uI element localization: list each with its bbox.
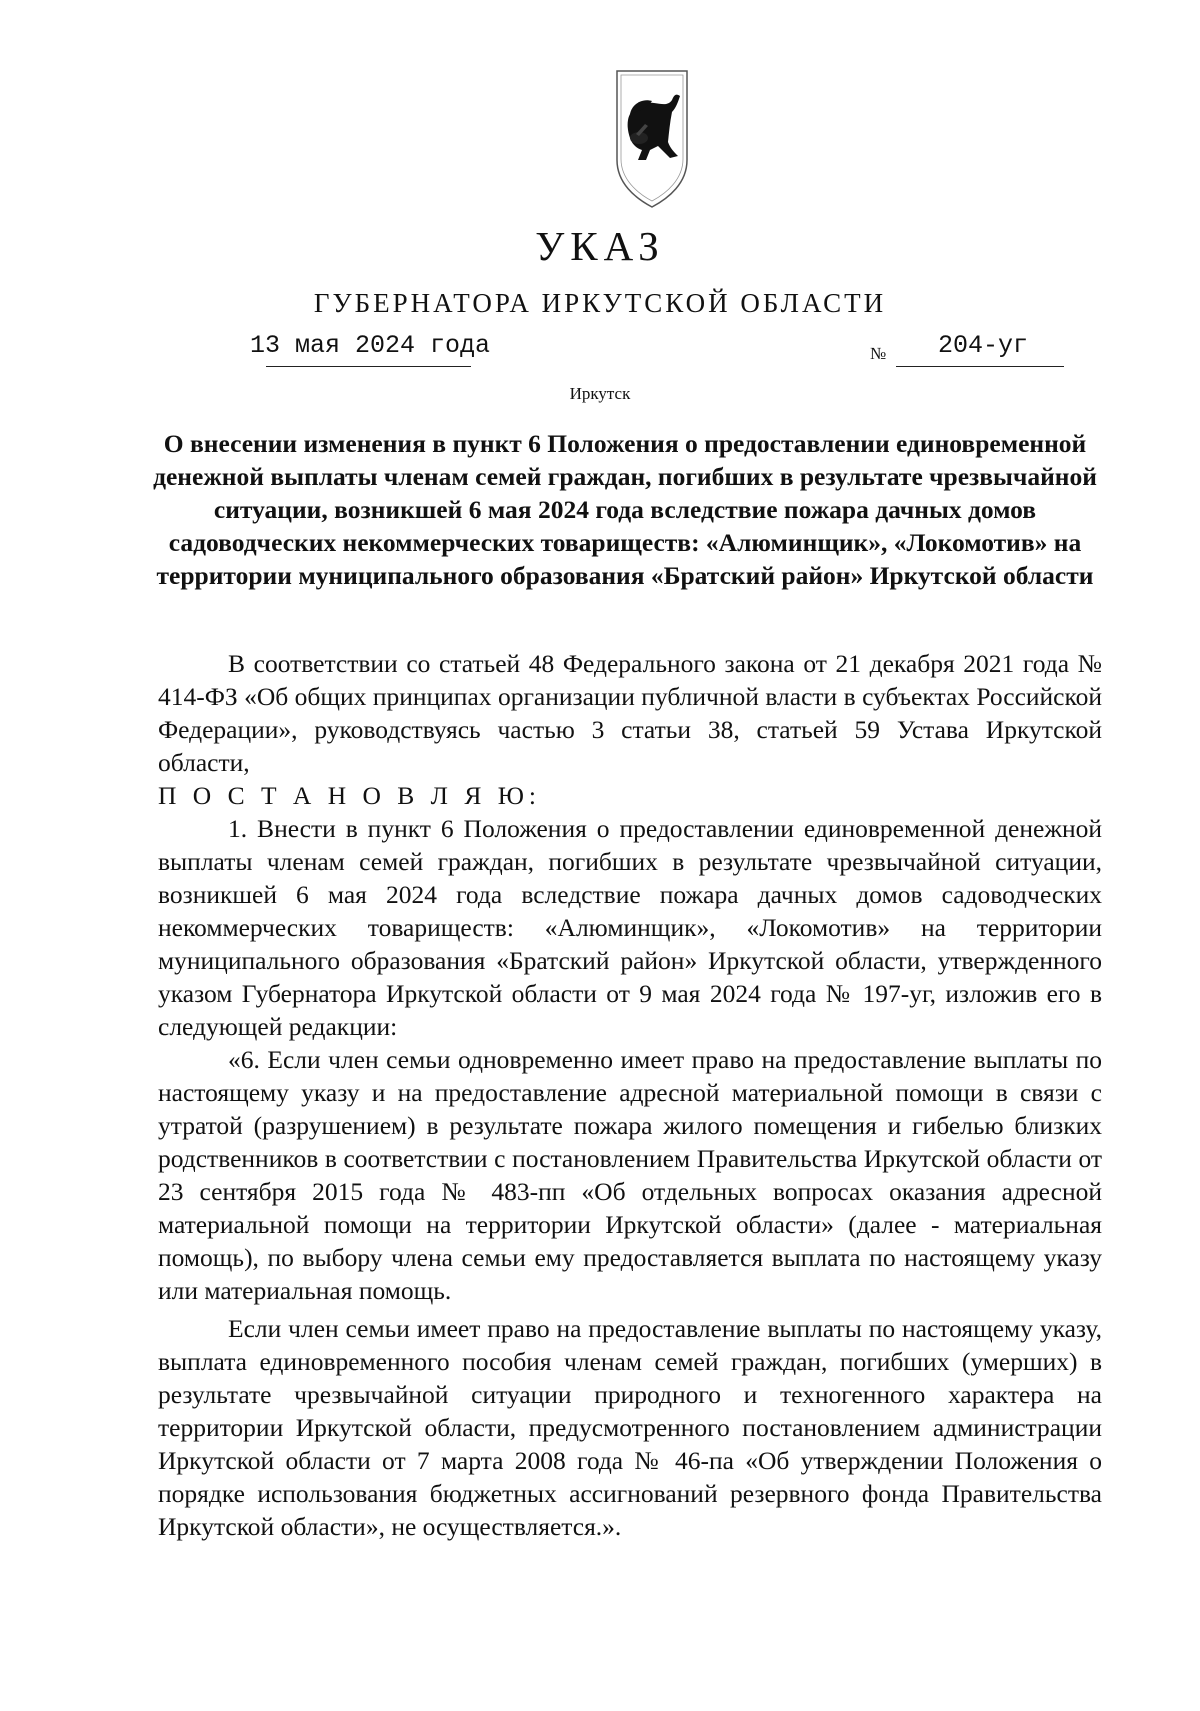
number-sign: №: [870, 344, 887, 363]
decree-title: УКАЗ: [535, 223, 665, 269]
resolution-word: П О С Т А Н О В Л Я Ю:: [158, 781, 542, 810]
number-underline: [896, 366, 1064, 367]
new-clause-6-paragraph: «6. Если член семьи одновременно имеет право на предоставление выплаты по настоящему указу и на предоставление адресной материальной помощи в связи с утратой (разрушением) в результате пожара жилого помещения и гибелью близких родственников в соответствии с постановлением Правительства Иркутской области от 23 сентября 2015 года № 483-пп «Об отдельных вопросах оказания адресной материальной помощи на территории Иркутской области» (далее - материальная помощь), по выбору члена семьи ему предоставляется выплата по настоящему указу или материальная помощь.: [158, 1045, 1102, 1305]
new-clause-6-continuation: Если член семьи имеет право на предоставление выплаты по настоящему указу, выплата единовременного пособия членам семей граждан, погибших (умерших) в результате чрезвычайной ситуации природного и техногенного характера на территории Иркутской области, предусмотренного постановлением администрации Иркутской области от 7 марта 2008 года № 46-па «Об утверждении Положения о порядке использования бюджетных ассигнований резервного фонда Правительства Иркутской области», не осуществляется.».: [158, 1314, 1102, 1541]
issue-city: Иркутск: [569, 384, 631, 403]
preamble-paragraph: В соответствии со статьей 48 Федерального закона от 21 декабря 2021 года № 414-ФЗ «Об общих принципах организации публичной власти в субъектах Российской Федерации», руководствуясь частью 3 статьи 38, статьей 59 Устава Иркутской области,: [158, 649, 1102, 777]
date-underline: [266, 366, 471, 367]
decree-number: 204-уг: [938, 331, 1029, 360]
clause-1-paragraph: 1. Внести в пункт 6 Положения о предоставлении единовременной денежной выплаты членам семей граждан, погибших в результате чрезвычайной ситуации, возникшей 6 мая 2024 года вследствие пожара дачных домов садоводческих некоммерческих товариществ: «Алюминщик», «Локомотив» на территории муниципального образования «Братский район» Иркутской области, утвержденного указом Губернатора Иркутской области от 9 мая 2024 года № 197-уг, изложив его в следующей редакции:: [158, 814, 1102, 1041]
document-heading: О внесении изменения в пункт 6 Положения о предоставлении единовременной денежной выплаты членам семей граждан, погибших в результате чрезвычайной ситуации, возникшей 6 мая 2024 года вследствие пожара дачных домов садоводческих некоммерческих товариществ: «Алюминщик», «Локомотив» на территории муниципального образования «Братский район» Иркутской области: [153, 429, 1097, 590]
decree-date: 13 мая 2024 года: [250, 331, 491, 360]
decree-authority: ГУБЕРНАТОРА ИРКУТСКОЙ ОБЛАСТИ: [313, 288, 887, 318]
document-body: [158, 647, 1102, 1543]
irkutsk-coat-of-arms-icon: [614, 68, 690, 210]
